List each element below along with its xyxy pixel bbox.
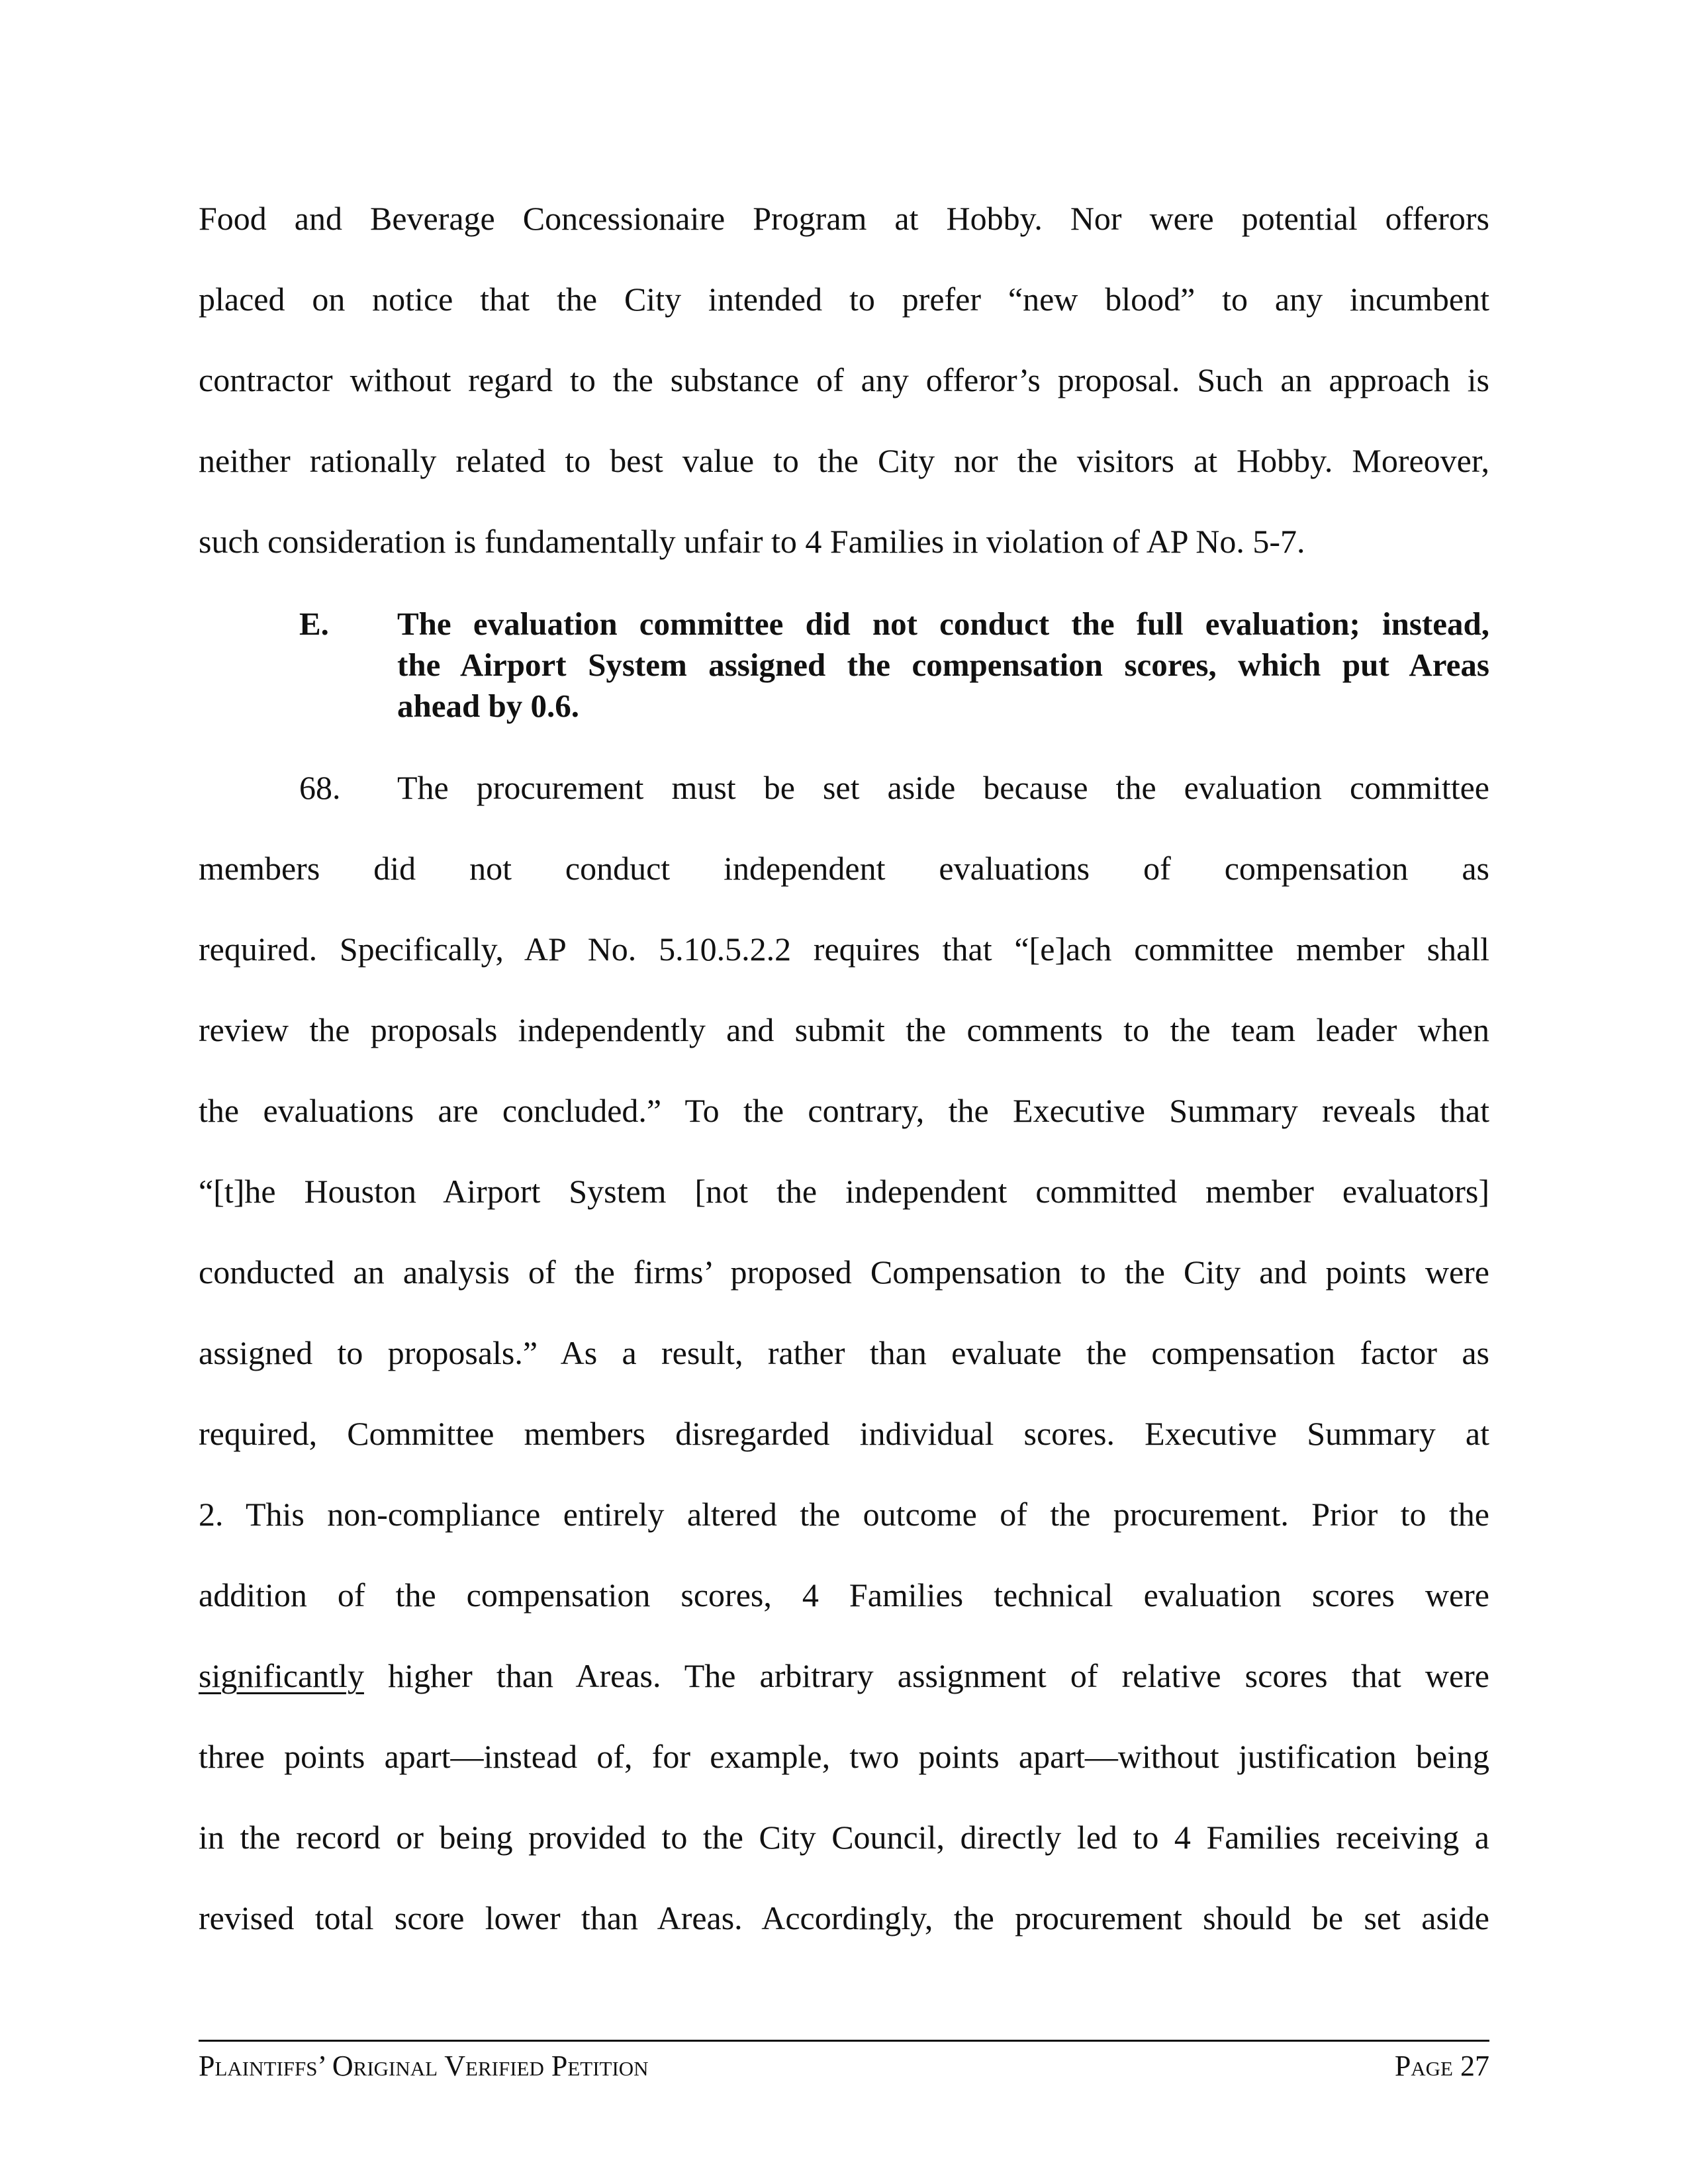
paragraph-number: 68. [299, 769, 341, 806]
heading-line: ahead by 0.6. [397, 688, 580, 724]
document-page [199, 0, 1489, 2184]
page-footer [199, 2046, 1489, 2086]
paragraph-first-line [199, 768, 1489, 807]
body-line: the evaluations are concluded.” To the contrary, the Executive Summary reveals that [199, 1092, 1489, 1129]
body-line: required. Specifically, AP No. 5.10.5.2.2 requires that “[e]ach committee member shall [199, 931, 1489, 968]
heading-line: The evaluation committee did not conduct the full evaluation; instead, [397, 606, 1489, 642]
body-line: “[t]he Houston Airport System [not the independent committed member evaluators] [199, 1173, 1489, 1210]
body-line: in the record or being provided to the City Council, directly led to 4 Families receiving a [199, 1819, 1489, 1856]
underlined-word: significantly [199, 1657, 364, 1694]
body-line: such consideration is fundamentally unfair to 4 Families in violation of AP No. 5-7. [199, 523, 1305, 560]
section-letter: E. [299, 606, 329, 642]
body-line: The procurement must be set aside because the evaluation committee [397, 769, 1489, 806]
body-line: contractor without regard to the substance of any offeror’s proposal. Such an approach is [199, 361, 1489, 398]
body-line: three points apart—instead of, for example, two points apart—without justification being [199, 1738, 1489, 1775]
body-line: revised total score lower than Areas. Accordingly, the procurement should be set aside [199, 1899, 1489, 1936]
body-line-rest: higher than Areas. The arbitrary assignment of relative scores that were [363, 1657, 1489, 1694]
page-number: Page 27 [1394, 2050, 1489, 2082]
body-line: assigned to proposals.” As a result, rather than evaluate the compensation factor as [199, 1334, 1489, 1371]
body-line: 2. This non-compliance entirely altered the outcome of the procurement. Prior to the [199, 1496, 1489, 1533]
body-line: addition of the compensation scores, 4 Families technical evaluation scores were [199, 1576, 1489, 1614]
body-line: Food and Beverage Concessionaire Program at Hobby. Nor were potential offerors [199, 200, 1489, 237]
body-line-underlined [199, 1656, 1489, 1696]
section-heading-text [397, 604, 1489, 727]
body-line: members did not conduct independent evaluations of compensation as [199, 850, 1489, 887]
body-line: review the proposals independently and submit the comments to the team leader when [199, 1011, 1489, 1048]
section-heading [199, 604, 1489, 727]
footer-rule [199, 2040, 1489, 2042]
body-line: neither rationally related to best value to the City nor the visitors at Hobby. Moreover, [199, 442, 1489, 479]
body-line: placed on notice that the City intended to prefer “new blood” to any incumbent [199, 281, 1489, 318]
body-line: conducted an analysis of the firms’ proposed Compensation to the City and points were [199, 1253, 1489, 1291]
footer-title: Plaintiffs’ Original Verified Petition [199, 2050, 649, 2082]
body-line: required, Committee members disregarded individual scores. Executive Summary at [199, 1415, 1489, 1452]
heading-line: the Airport System assigned the compensation scores, which put Areas [397, 647, 1489, 683]
